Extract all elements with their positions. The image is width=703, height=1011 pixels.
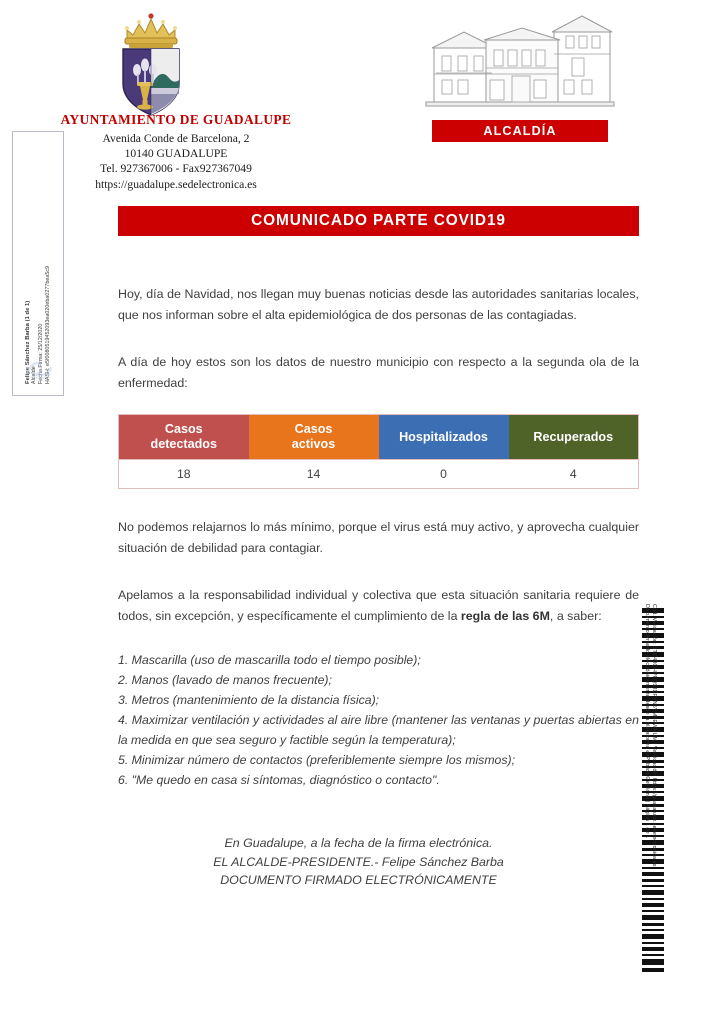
barcode-validation-text	[631, 604, 657, 978]
handwritten-signature-icon	[22, 353, 56, 387]
table-header-casos-detectados: Casos detectados	[119, 415, 249, 460]
value-casos-detectados: 18	[119, 460, 249, 489]
verification-url: Verificación: https://guadalupe.sedelectronica.es	[651, 745, 657, 867]
value-hospitalizados: 0	[379, 460, 509, 489]
table-header-casos-activos: Casos activos	[249, 415, 379, 460]
signature-signer-name: Felipe Sánchez Barba (1 de 1)	[24, 300, 31, 384]
paragraph-appeal	[118, 585, 639, 626]
validation-code: Cód. Validación: 3TG43QHPFQ9JDFYN5YM4EWNUM	[651, 604, 657, 742]
address-line-1: Avenida Conde de Barcelona, 2	[102, 132, 250, 145]
rule-item-1: 1. Mascarilla (uso de mascarilla todo el tiempo posible);	[118, 653, 421, 667]
rule-item-3: 3. Metros (mantenimiento de la distancia física);	[118, 693, 380, 707]
municipality-name: AYUNTAMIENTO DE GUADALUPE	[60, 112, 292, 127]
address-phone-fax: Tel. 927367006 - Fax927367049	[100, 162, 252, 176]
platform-note: Documento firmado electrónicamente desde la plataforma esPublico Gestiona	[643, 604, 650, 799]
closing-place-date: En Guadalupe, a la fecha de la firma electrónica.	[224, 836, 493, 850]
rule-item-6: 6. "Me quedo en casa si síntomas, diagnóstico o contacto".	[118, 773, 440, 787]
closing-electronic-note: DOCUMENTO FIRMADO ELECTRÓNICAMENTE	[220, 873, 497, 887]
signature-hash: HASH: e5f0080519452093ea020eba0277bea5c9	[44, 265, 51, 384]
document-title-banner: COMUNICADO PARTE COVID19	[118, 206, 639, 236]
signature-date: Fecha Firma: 25/12/2020	[38, 323, 44, 384]
rule-6m-emphasis: regla de las 6M	[460, 608, 550, 623]
table-header-hospitalizados: Hospitalizados	[379, 415, 509, 460]
town-hall-building-illustration	[424, 10, 616, 115]
appeal-text-after: , a saber:	[549, 608, 602, 623]
municipality-header	[26, 112, 326, 192]
appeal-text-before: Apelamos a la responsabilidad individual y colectiva que esta situación sanitaria requiere de todos, sin excepción, y específicamente el cumplimiento de la	[118, 588, 639, 623]
validation-barcode-strip	[640, 604, 684, 978]
covid-statistics-table	[118, 414, 639, 489]
paragraph-intro: Hoy, día de Navidad, nos llegan muy buenas noticias desde las autoridades sanitarias locales, que nos informan sobre el alta epidemiológica de dos personas de las contagiadas.	[118, 287, 639, 322]
rule-item-2: 2. Manos (lavado de manos frecuente);	[118, 673, 332, 687]
signature-role: Alcalde	[31, 365, 38, 384]
rule-item-5: 5. Minimizar número de contactos (preferiblemente siempre los mismos);	[118, 753, 516, 767]
separator-2: |	[643, 800, 650, 804]
address-website[interactable]: https://guadalupe.sedelectronica.es	[95, 177, 257, 191]
paragraph-warning: No podemos relajarnos lo más mínimo, porque el virus está muy activo, y aprovecha cualquier situación de debilidad para contagiar.	[118, 520, 639, 555]
closing-signature-block	[118, 834, 639, 890]
separator-1: |	[651, 742, 657, 746]
value-casos-activos: 14	[249, 460, 379, 489]
table-header-row	[119, 415, 639, 460]
value-recuperados: 4	[509, 460, 639, 489]
guadalupe-coat-of-arms	[107, 8, 195, 120]
paragraph-data-intro: A día de hoy estos son los datos de nuestro municipio con respecto a la segunda ola de la enfermedad:	[118, 355, 639, 390]
alcaldia-banner: ALCALDÍA	[432, 120, 608, 142]
table-header-recuperados: Recuperados	[509, 415, 639, 460]
address-line-2: 10140 GUADALUPE	[124, 147, 228, 161]
page-number: Página 1 de 1	[643, 803, 650, 839]
six-m-rules-list	[118, 650, 639, 790]
crown-part	[125, 13, 177, 48]
table-value-row	[119, 460, 639, 489]
rule-item-4: 4. Maximizar ventilación y actividades al aire libre (mantener las ventanas y puertas abiertas en la medida en que sea seguro y factible según la temperatura);	[118, 713, 639, 747]
closing-mayor-name: EL ALCALDE-PRESIDENTE.- Felipe Sánchez Barba	[213, 854, 504, 869]
document-body	[118, 206, 639, 890]
